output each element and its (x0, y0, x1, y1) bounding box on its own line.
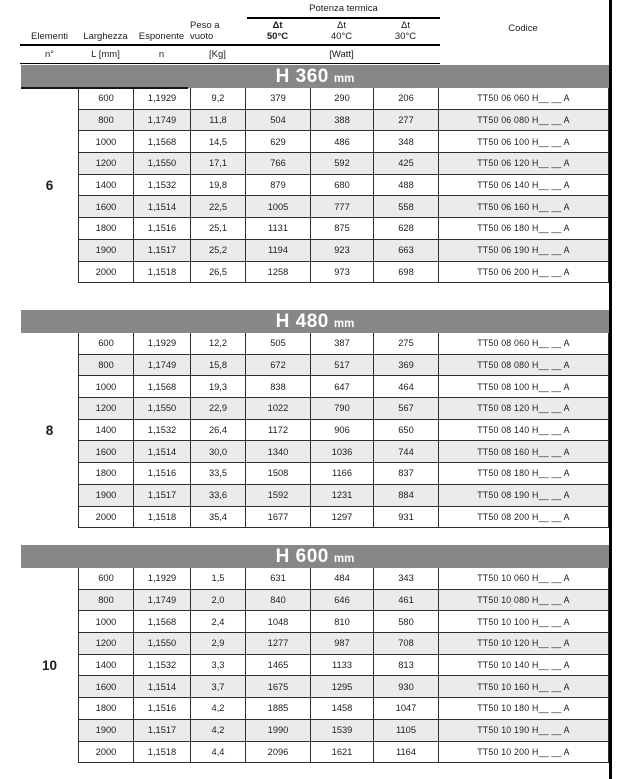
col-subheader-lmm: L [mm] (91, 49, 120, 60)
elementi-count: 8 (45, 423, 54, 438)
section-title: H 360 (275, 66, 329, 87)
data-cell: 14,5 (191, 131, 246, 153)
col-header-label: Larghezza (83, 31, 128, 42)
data-cell: 1,1550 (134, 633, 191, 655)
codice-cell: TT50 08 080 H__ __ A (439, 355, 609, 377)
data-cell: 388 (311, 110, 374, 132)
data-cell: 505 (246, 333, 311, 355)
data-cell: 1194 (246, 240, 311, 262)
data-cell: 3,3 (191, 655, 246, 677)
section-title-unit: mm (333, 73, 355, 85)
data-cell: 19,8 (191, 175, 246, 197)
data-cell: 4,4 (191, 742, 246, 764)
col-header-label: 50°C (266, 31, 289, 42)
data-cell: 425 (374, 153, 439, 175)
header-rule-bottom (20, 63, 440, 65)
section-title-unit: mm (333, 318, 355, 330)
data-cell: 698 (374, 262, 439, 284)
data-cell: 628 (374, 218, 439, 240)
codice-cell: TT50 06 200 H__ __ A (439, 262, 609, 284)
data-cell: 1800 (79, 218, 134, 240)
col-header-peso (190, 0, 245, 43)
data-cell: 837 (374, 463, 439, 485)
data-cell: 1400 (79, 420, 134, 442)
data-cell: 629 (246, 131, 311, 153)
data-cell: 9,2 (191, 88, 246, 110)
section-title: H 480 (275, 311, 329, 332)
codice-cell: TT50 06 060 H__ __ A (439, 88, 609, 110)
data-cell: 1,1517 (134, 720, 191, 742)
data-cell: 1,1532 (134, 655, 191, 677)
col-subheader-kg: [Kg] (209, 49, 226, 60)
col-header-esponente (133, 0, 190, 43)
section-title-unit: mm (333, 553, 355, 565)
col-header-label: Peso a vuoto (190, 20, 220, 42)
col-header-label: Esponente (138, 31, 185, 42)
codice-cell: TT50 06 100 H__ __ A (439, 131, 609, 153)
data-cell: 790 (311, 398, 374, 420)
codice-cell: TT50 06 120 H__ __ A (439, 153, 609, 175)
codice-cell: TT50 06 140 H__ __ A (439, 175, 609, 197)
data-cell: 1000 (79, 376, 134, 398)
data-cell: 1675 (246, 676, 311, 698)
data-cell: 3,7 (191, 676, 246, 698)
codice-cell: TT50 08 200 H__ __ A (439, 507, 609, 529)
data-cell: 1105 (374, 720, 439, 742)
data-cell: 1,1550 (134, 153, 191, 175)
data-cell: 663 (374, 240, 439, 262)
data-cell: 777 (311, 196, 374, 218)
data-cell: 2,9 (191, 633, 246, 655)
data-cell: 25,1 (191, 218, 246, 240)
col-header-elementi (21, 0, 78, 43)
data-cell: 1600 (79, 676, 134, 698)
data-cell: 1,1518 (134, 262, 191, 284)
codice-cell: TT50 06 190 H__ __ A (439, 240, 609, 262)
data-cell: 11,8 (191, 110, 246, 132)
data-cell: 1166 (311, 463, 374, 485)
data-cell: 348 (374, 131, 439, 153)
data-cell: 275 (374, 333, 439, 355)
col-header-larghezza (78, 0, 133, 43)
codice-cell: TT50 10 100 H__ __ A (439, 611, 609, 633)
data-cell: 1539 (311, 720, 374, 742)
data-cell: 2,0 (191, 590, 246, 612)
data-cell: 558 (374, 196, 439, 218)
data-cell: 1900 (79, 240, 134, 262)
data-cell: 1133 (311, 655, 374, 677)
data-cell: 1,1517 (134, 240, 191, 262)
data-cell: 1,1516 (134, 463, 191, 485)
data-cell: 838 (246, 376, 311, 398)
data-cell: 1800 (79, 463, 134, 485)
data-cell: 1172 (246, 420, 311, 442)
codice-cell: TT50 08 160 H__ __ A (439, 441, 609, 463)
data-cell: 26,5 (191, 262, 246, 284)
data-cell: 1000 (79, 611, 134, 633)
data-cell: 379 (246, 88, 311, 110)
data-cell: 1465 (246, 655, 311, 677)
data-cell: 1677 (246, 507, 311, 529)
data-cell: 1258 (246, 262, 311, 284)
data-cell: 1900 (79, 720, 134, 742)
data-cell: 1340 (246, 441, 311, 463)
codice-cell: TT50 10 080 H__ __ A (439, 590, 609, 612)
data-cell: 1,1532 (134, 420, 191, 442)
header-rule-top (20, 44, 440, 46)
data-cell: 1,1929 (134, 88, 191, 110)
data-cell: 600 (79, 568, 134, 590)
data-cell: 1000 (79, 131, 134, 153)
delta-t-symbol: Δt (401, 20, 410, 31)
data-cell: 1,1514 (134, 196, 191, 218)
data-cell: 1900 (79, 485, 134, 507)
data-cell: 1,1929 (134, 333, 191, 355)
data-cell: 973 (311, 262, 374, 284)
data-cell: 25,2 (191, 240, 246, 262)
data-cell: 1621 (311, 742, 374, 764)
data-cell: 600 (79, 333, 134, 355)
section-band (21, 545, 609, 568)
data-cell: 1164 (374, 742, 439, 764)
data-cell: 1,1929 (134, 568, 191, 590)
col-header-dt40 (310, 0, 373, 43)
data-cell: 840 (246, 590, 311, 612)
data-cell: 1,1518 (134, 742, 191, 764)
data-cell: 206 (374, 88, 439, 110)
section-band (21, 310, 609, 333)
data-cell: 592 (311, 153, 374, 175)
data-cell: 1,1516 (134, 698, 191, 720)
data-cell: 1200 (79, 633, 134, 655)
data-cell: 17,1 (191, 153, 246, 175)
data-cell: 1297 (311, 507, 374, 529)
elementi-count: 6 (45, 178, 54, 193)
codice-cell: TT50 08 100 H__ __ A (439, 376, 609, 398)
spec-table (78, 88, 609, 283)
data-cell: 744 (374, 441, 439, 463)
data-cell: 1,1518 (134, 507, 191, 529)
data-cell: 1036 (311, 441, 374, 463)
col-header-label: 40°C (330, 31, 353, 42)
data-cell: 1295 (311, 676, 374, 698)
elementi-count: 10 (41, 658, 58, 673)
data-cell: 1800 (79, 698, 134, 720)
data-cell: 680 (311, 175, 374, 197)
data-cell: 2,4 (191, 611, 246, 633)
codice-cell: TT50 06 080 H__ __ A (439, 110, 609, 132)
data-cell: 1,1516 (134, 218, 191, 240)
data-cell: 1600 (79, 441, 134, 463)
data-cell: 4,2 (191, 720, 246, 742)
data-cell: 600 (79, 88, 134, 110)
data-cell: 1458 (311, 698, 374, 720)
data-cell: 2096 (246, 742, 311, 764)
data-cell: 486 (311, 131, 374, 153)
data-cell: 800 (79, 590, 134, 612)
data-cell: 33,5 (191, 463, 246, 485)
codice-cell: TT50 08 180 H__ __ A (439, 463, 609, 485)
section-band (21, 65, 609, 88)
page-edge-line (609, 0, 612, 779)
section-h-600 (21, 545, 609, 763)
data-cell: 1005 (246, 196, 311, 218)
data-cell: 930 (374, 676, 439, 698)
data-cell: 931 (374, 507, 439, 529)
data-cell: 290 (311, 88, 374, 110)
data-cell: 1200 (79, 153, 134, 175)
data-cell: 33,6 (191, 485, 246, 507)
codice-cell: TT50 06 180 H__ __ A (439, 218, 609, 240)
data-cell: 646 (311, 590, 374, 612)
data-cell: 1,1550 (134, 398, 191, 420)
data-cell: 800 (79, 355, 134, 377)
data-cell: 987 (311, 633, 374, 655)
data-cell: 2000 (79, 507, 134, 529)
data-cell: 387 (311, 333, 374, 355)
data-cell: 923 (311, 240, 374, 262)
data-cell: 1,1749 (134, 590, 191, 612)
data-cell: 1231 (311, 485, 374, 507)
potenza-termica-heading: Potenza termica (309, 3, 378, 14)
data-cell: 1047 (374, 698, 439, 720)
data-cell: 813 (374, 655, 439, 677)
data-cell: 580 (374, 611, 439, 633)
delta-t-symbol: Δt (272, 20, 283, 31)
data-cell: 1990 (246, 720, 311, 742)
data-cell: 1600 (79, 196, 134, 218)
codice-cell: TT50 10 200 H__ __ A (439, 742, 609, 764)
data-cell: 484 (311, 568, 374, 590)
data-cell: 4,2 (191, 698, 246, 720)
data-cell: 2000 (79, 742, 134, 764)
section-title: H 600 (275, 546, 329, 567)
data-cell: 504 (246, 110, 311, 132)
data-cell: 2000 (79, 262, 134, 284)
col-header-dt30 (373, 0, 438, 43)
col-subheader-esp: n (158, 49, 165, 60)
data-cell: 1022 (246, 398, 311, 420)
data-cell: 879 (246, 175, 311, 197)
data-cell: 1,1514 (134, 441, 191, 463)
data-cell: 35,4 (191, 507, 246, 529)
data-cell: 1592 (246, 485, 311, 507)
data-cell: 708 (374, 633, 439, 655)
data-cell: 1,1514 (134, 676, 191, 698)
spec-table (78, 333, 609, 528)
data-cell: 1,1749 (134, 110, 191, 132)
data-cell: 884 (374, 485, 439, 507)
col-subheader-watt: [Watt] (329, 49, 354, 60)
data-cell: 1885 (246, 698, 311, 720)
data-cell: 461 (374, 590, 439, 612)
data-cell: 906 (311, 420, 374, 442)
codice-cell: TT50 06 160 H__ __ A (439, 196, 609, 218)
codice-cell: TT50 08 140 H__ __ A (439, 420, 609, 442)
data-cell: 26,4 (191, 420, 246, 442)
data-cell: 1131 (246, 218, 311, 240)
col-header-label: 30°C (394, 31, 417, 42)
data-cell: 1,1568 (134, 376, 191, 398)
data-cell: 12,2 (191, 333, 246, 355)
data-cell: 369 (374, 355, 439, 377)
data-cell: 1,1568 (134, 611, 191, 633)
data-cell: 1400 (79, 175, 134, 197)
delta-t-symbol: Δt (337, 20, 346, 31)
section-h-360 (21, 65, 609, 283)
data-cell: 650 (374, 420, 439, 442)
data-cell: 464 (374, 376, 439, 398)
data-cell: 19,3 (191, 376, 246, 398)
col-header-label: Elementi (31, 31, 68, 42)
data-cell: 1,1532 (134, 175, 191, 197)
codice-cell: TT50 10 120 H__ __ A (439, 633, 609, 655)
data-cell: 343 (374, 568, 439, 590)
data-cell: 766 (246, 153, 311, 175)
data-cell: 1048 (246, 611, 311, 633)
data-cell: 488 (374, 175, 439, 197)
data-cell: 15,8 (191, 355, 246, 377)
data-cell: 800 (79, 110, 134, 132)
col-header-codice: Codice (508, 22, 538, 34)
data-cell: 567 (374, 398, 439, 420)
col-subheader-n: n° (44, 49, 55, 60)
data-cell: 30,0 (191, 441, 246, 463)
section-h-480 (21, 310, 609, 528)
data-cell: 1277 (246, 633, 311, 655)
codice-cell: TT50 10 140 H__ __ A (439, 655, 609, 677)
data-cell: 517 (311, 355, 374, 377)
codice-cell: TT50 10 060 H__ __ A (439, 568, 609, 590)
data-cell: 810 (311, 611, 374, 633)
spec-table (78, 568, 609, 763)
data-cell: 1,1517 (134, 485, 191, 507)
codice-cell: TT50 10 180 H__ __ A (439, 698, 609, 720)
data-cell: 647 (311, 376, 374, 398)
codice-cell: TT50 10 160 H__ __ A (439, 676, 609, 698)
data-cell: 1400 (79, 655, 134, 677)
data-cell: 1,1568 (134, 131, 191, 153)
data-cell: 875 (311, 218, 374, 240)
data-cell: 1508 (246, 463, 311, 485)
data-cell: 1,5 (191, 568, 246, 590)
codice-cell: TT50 08 190 H__ __ A (439, 485, 609, 507)
data-cell: 22,9 (191, 398, 246, 420)
codice-cell: TT50 08 120 H__ __ A (439, 398, 609, 420)
codice-cell: TT50 08 060 H__ __ A (439, 333, 609, 355)
data-cell: 631 (246, 568, 311, 590)
data-cell: 1200 (79, 398, 134, 420)
data-cell: 1,1749 (134, 355, 191, 377)
data-cell: 22,5 (191, 196, 246, 218)
data-cell: 277 (374, 110, 439, 132)
codice-cell: TT50 10 190 H__ __ A (439, 720, 609, 742)
data-cell: 672 (246, 355, 311, 377)
col-header-dt50 (245, 0, 310, 43)
